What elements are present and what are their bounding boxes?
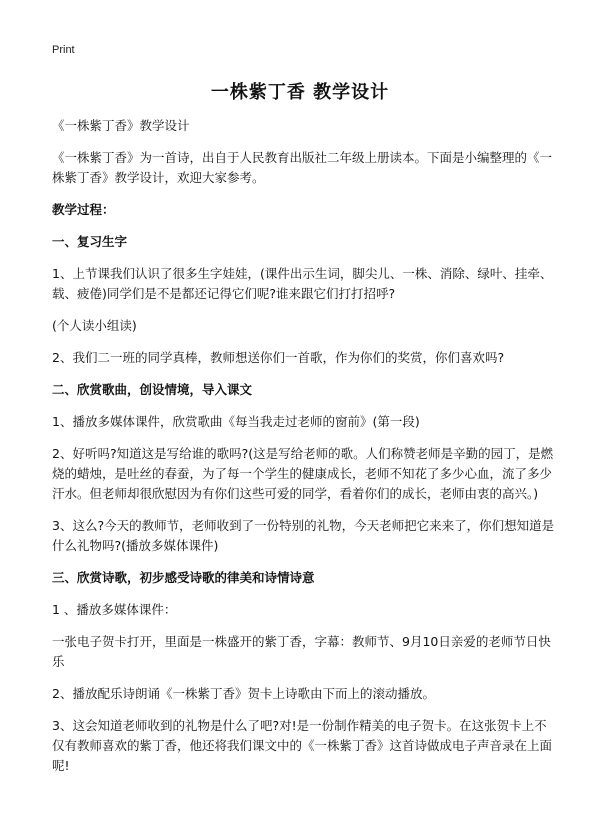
section2-paragraph: 1、播放多媒体课件，欣赏歌曲《每当我走过老师的窗前》(第一段) <box>52 414 420 429</box>
section3-paragraph: 3、这会知道老师收到的礼物是什么了吧?对!是一份制作精美的电子贺卡。在这张贺卡上不仅有教师喜欢的紫丁香，他还将我们课文中的《一株紫丁香》这首诗做成电子声音录在上面呢! <box>52 718 553 773</box>
section2-paragraph: 3、这么?今天的教师节，老师收到了一份特别的礼物，今天老师把它来来了，你们想知道是什么礼物吗?(播放多媒体课件) <box>52 518 555 553</box>
section1-paragraph: 1、上节课我们认识了很多生字娃娃，(课件出示生词，脚尖儿、一株、消除、绿叶、挂牵、载、疲倦)同学们是不是都还记得它们呢?谁来跟它们打打招呼? <box>52 266 553 301</box>
page-title: 一株紫丁香 教学设计 <box>210 82 390 103</box>
section-heading-2: 二、欣赏歌曲，创设情境，导入课文 <box>52 382 253 397</box>
section1-paragraph: 2、我们二一班的同学真棒，教师想送你们一首歌，作为你们的奖赏，你们喜欢吗? <box>52 350 505 365</box>
section-heading-1: 一、复习生字 <box>52 234 128 249</box>
section-heading-3: 三、欣赏诗歌，初步感受诗歌的律美和诗情诗意 <box>52 570 315 585</box>
section3-paragraph: 2、播放配乐诗朗诵《一株紫丁香》贺卡上诗歌由下而上的滚动播放。 <box>52 686 435 701</box>
section3-paragraph: 一张电子贺卡打开，里面是一株盛开的紫丁香，字幕：教师节、9月10日亲爱的老师节日快乐 <box>52 634 551 669</box>
article-subtitle: 《一株紫丁香》教学设计 <box>52 118 190 133</box>
intro-paragraph: 《一株紫丁香》为一首诗，出自于人民教育出版社二年级上册读本。下面是小编整理的《一株紫丁香》教学设计，欢迎大家参考。 <box>52 150 553 185</box>
article-body <box>52 116 557 788</box>
process-heading: 教学过程： <box>52 202 115 217</box>
section3-paragraph: 1 、播放多媒体课件： <box>52 602 177 617</box>
print-link[interactable]: Print <box>52 44 75 56</box>
section2-paragraph: 2、好听吗?知道这是写给谁的歌吗?(这是写给老师的歌。人们称赞老师是辛勤的园丁，是燃烧的蜡烛，是吐丝的春蚕，为了每一个学生的健康成长，老师不知花了多少心血，流了多少汗水。但老师却很欣慰因为有你们这些可爱的同学，看着你们的成长，老师由衷的高兴。) <box>52 446 554 501</box>
section1-paragraph: (个人读小组读) <box>52 318 137 333</box>
